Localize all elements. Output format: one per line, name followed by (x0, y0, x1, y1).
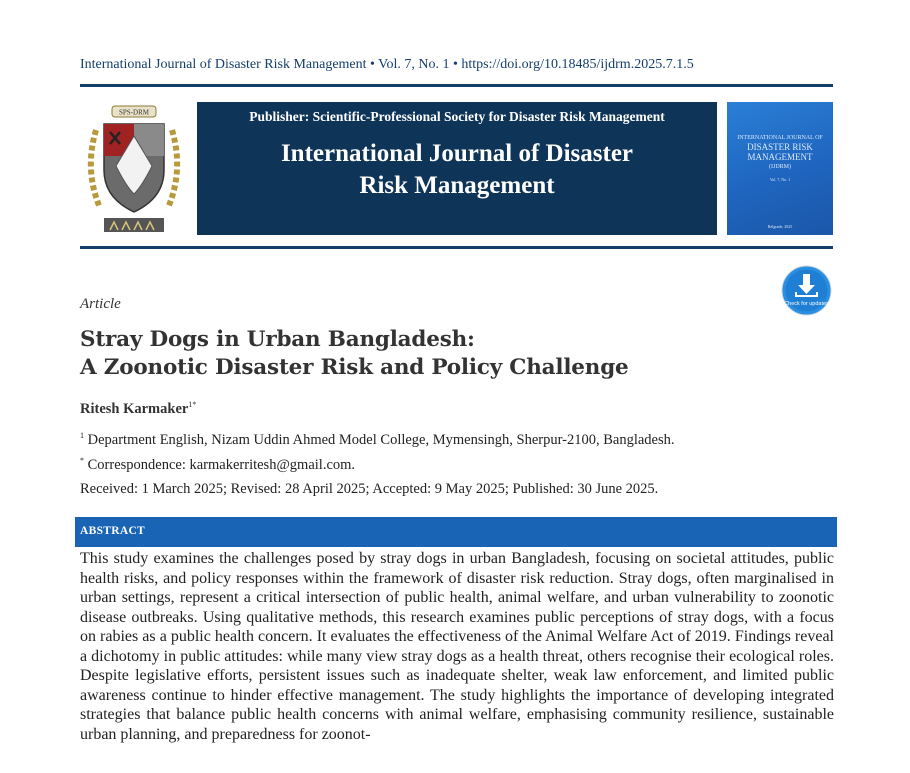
society-logo-emblem (82, 100, 186, 236)
article-title-line-1: Stray Dogs in Urban Bangladesh: (80, 327, 475, 352)
running-head: International Journal of Disaster Risk Management • Vol. 7, No. 1 • https://doi.org/10.18485/ijdrm.2025.7.1.5 (80, 57, 694, 72)
cover-line-1: INTERNATIONAL JOURNAL OF (737, 135, 823, 141)
article-title (80, 326, 629, 382)
correspondence (80, 456, 355, 474)
top-rule (80, 84, 833, 87)
check-updates-icon (781, 265, 832, 316)
correspondence-text: Correspondence: karmakerritesh@gmail.com. (87, 456, 356, 473)
cover-line-3: (IJDRM) (769, 164, 791, 170)
journal-title-line-2: Risk Management (359, 172, 555, 199)
bottom-rule (80, 246, 833, 249)
journal-banner (197, 102, 717, 235)
society-logo (82, 100, 186, 236)
journal-title-line-1: International Journal of Disaster (280, 140, 634, 167)
publication-dates: Received: 1 March 2025; Revised: 28 April 2025; Accepted: 9 May 2025; Published: 30 June 2025. (80, 481, 659, 497)
journal-title (197, 138, 717, 202)
abstract-text: This study examines the challenges posed by stray dogs in urban Bangladesh, focusing on societal attitudes, public health risks, and policy responses within the framework of disaster risk reduction. Stray dogs, often marginalised in urban settings, represent a critical intersection of public health, animal welfare, and urban vulnerability to zoonotic disease outbreaks. Using qualitative methods, this research examines public perceptions of stray dogs, with a focus on rabies as a public health concern. It evaluates the effectiveness of the Animal Welfare Act of 2019. Findings reveal a dichotomy in public attitudes: while many view stray dogs as a health threat, others recognise their ecological roles. Despite legislative efforts, persistent issues such as inadequate shelter, weak law enforcement, and limited public awareness continue to hinder effective management. The study highlights the importance of developing integrated strategies that balance public health concerns with animal welfare, emphasising community resilience, sustainable urban planning, and preparedness for zoonot- (80, 550, 834, 743)
abstract-heading: ABSTRACT (80, 525, 146, 537)
correspondence-superscript: * (80, 456, 84, 465)
affiliation-superscript: 1 (80, 431, 84, 440)
society-logo-text: SPS-DRM (119, 108, 149, 117)
affiliation (80, 431, 675, 449)
abstract-header-bar (75, 517, 837, 547)
cover-line-5: Belgrade, 2025 (767, 224, 793, 229)
author-name (80, 400, 196, 418)
publisher-line: Publisher: Scientific-Professional Society for Disaster Risk Management (249, 109, 665, 124)
author-superscript: 1* (188, 400, 197, 409)
article-title-line-2: A Zoonotic Disaster Risk and Policy Challenge (80, 355, 629, 380)
cover-line-4: Vol. 7, No. 1 (769, 177, 791, 182)
author-name-text: Ritesh Karmaker (80, 400, 189, 417)
article-type-label: Article (80, 296, 121, 312)
check-updates-label: Check for updates (784, 301, 829, 307)
affiliation-text: Department English, Nizam Uddin Ahmed Model College, Mymensingh, Sherpur-2100, Bangladesh. (87, 431, 675, 448)
cover-line-2: DISASTER RISK MANAGEMENT (747, 142, 813, 162)
check-for-updates-button[interactable] (781, 265, 832, 316)
journal-cover-thumbnail (727, 102, 833, 235)
